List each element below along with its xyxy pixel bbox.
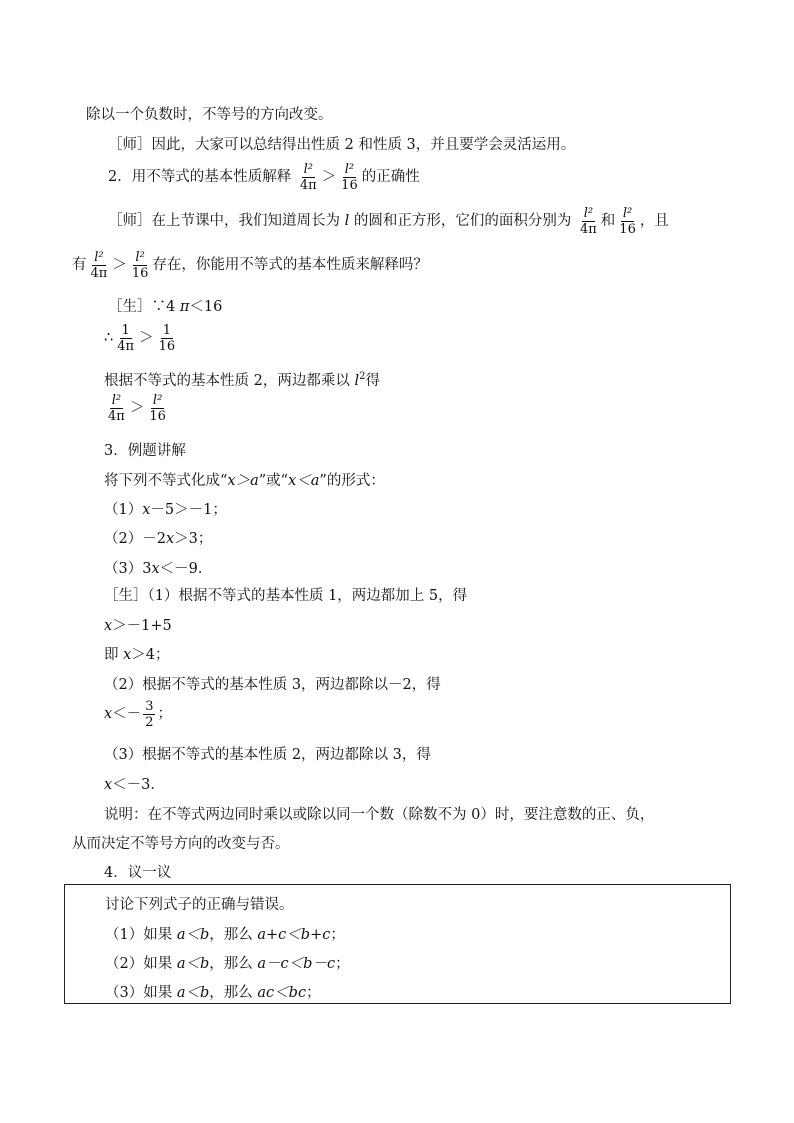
text: ”或“	[258, 473, 289, 489]
text: ［师］因此，大家可以总结得出性质 2 和性质 3，并且要学会灵活运用。	[108, 137, 576, 153]
text-line	[104, 696, 172, 732]
expr: a+c＜b+c	[257, 927, 331, 943]
fraction	[339, 162, 360, 193]
text-line	[104, 676, 441, 694]
text: （3）如果	[105, 985, 177, 1001]
text: ［生］（1）根据不等式的基本性质 1，两边都加上 5，得	[104, 588, 468, 604]
var-x: x	[151, 561, 160, 577]
denominator: 2	[145, 714, 154, 730]
text: （1）如果	[105, 927, 177, 943]
text-line	[86, 106, 333, 124]
numerator: l²	[344, 161, 355, 177]
denominator: 4π	[108, 408, 125, 424]
text: 和	[600, 213, 616, 229]
text: （1）	[104, 502, 143, 518]
text-line	[108, 204, 669, 238]
var-x: x	[104, 618, 113, 634]
heading-4	[104, 864, 171, 882]
denominator: 16	[158, 338, 176, 354]
text: ＞4；	[131, 647, 170, 663]
text: 有	[72, 257, 87, 273]
gt-sign: ＞	[139, 330, 154, 346]
therefore-sign: ∴	[104, 330, 114, 346]
numerator: l²	[135, 249, 145, 265]
numerator: l²	[94, 249, 104, 265]
heading-2	[108, 160, 420, 194]
text: （2）－2	[104, 531, 166, 547]
box-item	[105, 955, 350, 973]
text: 的正确性	[361, 169, 420, 185]
text-line	[108, 298, 222, 316]
text: （2）如果	[105, 956, 177, 972]
numerator: 3	[145, 698, 154, 714]
var-l: l	[354, 372, 360, 389]
text: ”的形式：	[319, 473, 385, 489]
fraction	[157, 323, 178, 354]
text: ，那么	[209, 927, 258, 943]
var-x: x	[123, 647, 132, 663]
problem-1	[104, 501, 227, 519]
text: ［生］∵4	[108, 299, 176, 315]
fraction	[115, 323, 136, 354]
text: ＜－9．	[159, 561, 213, 577]
expr: x＜a	[288, 473, 320, 489]
numerator: l²	[111, 392, 122, 408]
problem-3	[104, 560, 212, 578]
text: ；	[330, 927, 345, 943]
text-line	[104, 390, 170, 426]
text: －5＞－1；	[150, 502, 227, 518]
fraction	[130, 250, 151, 281]
text: ，那么	[209, 985, 258, 1001]
pi: π	[179, 299, 190, 315]
text: 即	[104, 647, 124, 663]
fraction	[89, 250, 110, 281]
box-item	[105, 984, 321, 1002]
denominator: 4π	[579, 221, 597, 237]
text: 根据不等式的基本性质 2，两边都乘以	[104, 372, 350, 389]
text-line	[104, 646, 170, 664]
numerator: 1	[162, 322, 171, 338]
text: ＜－3．	[112, 777, 165, 793]
numerator: l²	[622, 205, 633, 221]
expr: a＜b	[176, 927, 210, 943]
text-line	[104, 746, 431, 764]
gt-sign: ＞	[112, 257, 127, 273]
note-line	[72, 835, 290, 853]
text: ；	[335, 956, 350, 972]
text: ＞－1+5	[112, 618, 172, 634]
expr: x＞a	[227, 473, 259, 489]
var-x: x	[165, 531, 175, 547]
text-line	[104, 320, 179, 356]
exponent: 2	[359, 371, 366, 382]
text-line	[104, 587, 467, 605]
text: （3）3	[104, 561, 152, 577]
denominator: 16	[149, 408, 166, 424]
text: 2．用不等式的基本性质解释	[108, 169, 292, 185]
text-line	[104, 617, 172, 635]
text: 从而决定不等号方向的改变与否。	[72, 836, 290, 852]
denominator: 16	[131, 265, 149, 281]
var-x: x	[104, 777, 113, 793]
text: ＞3；	[174, 531, 213, 547]
text: ＜－	[112, 706, 142, 722]
text: ，那么	[209, 956, 258, 972]
var-x: x	[142, 502, 151, 518]
numerator: l²	[583, 205, 594, 221]
text-line	[108, 136, 575, 154]
text: ［师］在上节课中，我们知道周长为	[108, 213, 340, 229]
expr: a＜b	[176, 956, 210, 972]
text-line	[104, 368, 380, 390]
denominator: 4π	[90, 265, 108, 281]
expr: ac＜bc	[257, 985, 307, 1001]
discussion-box	[64, 884, 731, 1004]
var-l: l	[344, 213, 350, 229]
numerator: l²	[152, 392, 163, 408]
numerator: l²	[303, 161, 313, 177]
text: 得	[365, 372, 380, 389]
var-x: x	[104, 706, 113, 722]
fraction	[106, 393, 127, 424]
fraction	[147, 393, 168, 424]
text-line	[104, 472, 385, 490]
fraction	[143, 699, 155, 730]
fraction	[617, 206, 638, 237]
text: 4．议一议	[104, 865, 172, 881]
denominator: 16	[341, 177, 358, 193]
text: 存在，你能用不等式的基本性质来解释吗？	[152, 257, 428, 273]
heading-3	[104, 442, 186, 460]
text: ＜16	[189, 299, 223, 315]
text: 说明：在不等式两边同时乘以或除以同一个数（除数不为 0）时，要注意数的正、负，	[104, 807, 655, 823]
text: 3．例题讲解	[104, 443, 186, 459]
text-line	[72, 248, 428, 282]
gt-sign: ＞	[321, 169, 337, 185]
gt-sign: ＞	[129, 400, 145, 416]
text: （3）根据不等式的基本性质 2，两边都除以 3，得	[104, 747, 431, 763]
text: 的圆和正方形，它们的面积分别为	[353, 213, 572, 229]
text: （2）根据不等式的基本性质 3，两边都除以－2，得	[104, 677, 441, 693]
box-title	[105, 896, 294, 914]
denominator: 4π	[117, 338, 135, 354]
expr: a－c＜b－c	[257, 956, 336, 972]
numerator: 1	[121, 322, 130, 338]
fraction	[578, 206, 599, 237]
text: 讨论下列式子的正确与错误。	[105, 897, 294, 913]
problem-2	[104, 530, 212, 548]
text: ，且	[639, 213, 669, 229]
text-line	[104, 776, 165, 794]
text: ；	[306, 985, 321, 1001]
denominator: 16	[619, 221, 636, 237]
note-line	[104, 806, 654, 824]
text: 将下列不等式化成“	[104, 473, 228, 489]
denominator: 4π	[299, 177, 317, 193]
expr: a＜b	[176, 985, 210, 1001]
text: 除以一个负数时，不等号的方向改变。	[86, 107, 333, 123]
text: ；	[157, 706, 172, 722]
box-item	[105, 926, 345, 944]
fraction	[298, 162, 319, 193]
